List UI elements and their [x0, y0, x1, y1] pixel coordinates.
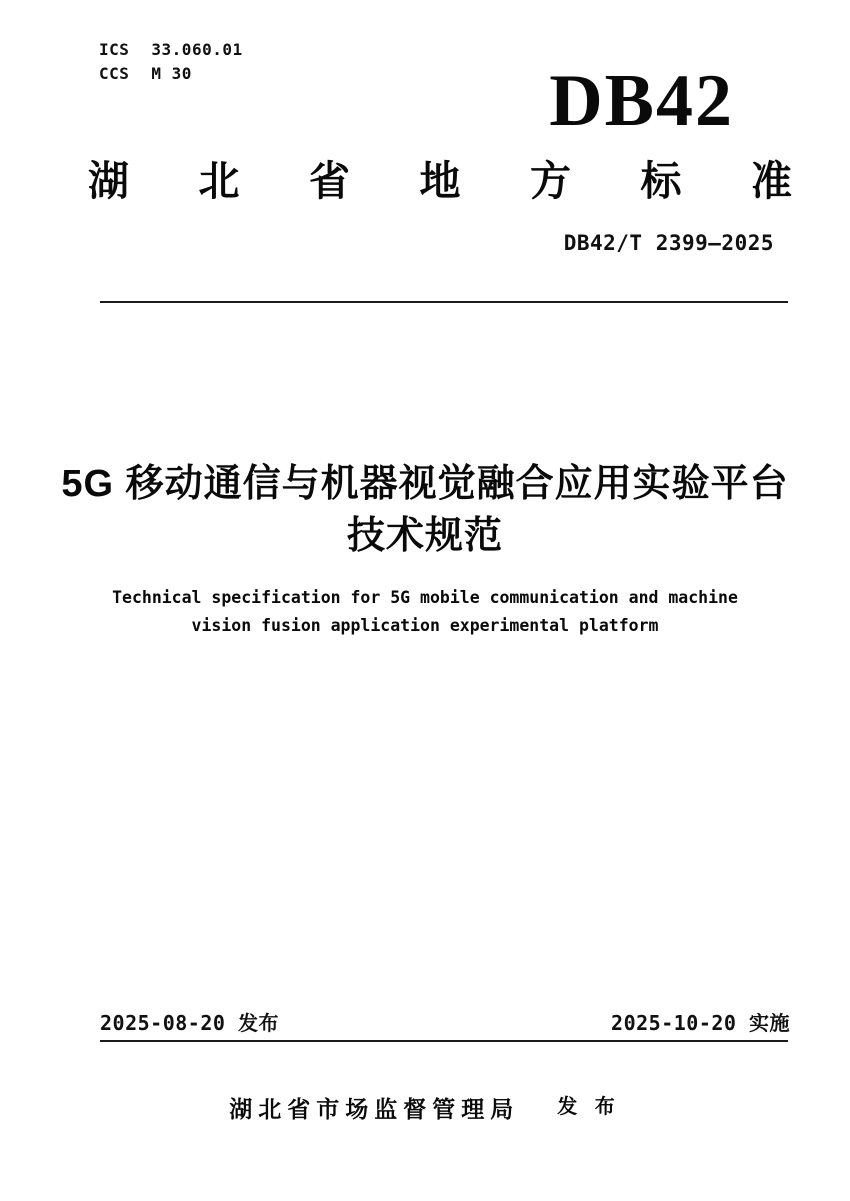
footer-divider-line — [100, 1040, 788, 1042]
document-title-line1: 5G 移动通信与机器视觉融合应用实验平台 — [61, 463, 789, 505]
standard-name-char: 标 — [640, 158, 682, 204]
header-divider-line — [100, 301, 788, 303]
publisher-row — [0, 1094, 850, 1124]
document-title — [0, 458, 850, 562]
ics-code: 33.060.01 — [151, 40, 243, 59]
ccs-code-line — [99, 64, 192, 83]
standard-name-char: 北 — [198, 158, 240, 204]
ics-label: ICS — [99, 40, 130, 59]
publisher-name: 湖北省市场监督管理局 — [229, 1096, 520, 1122]
db42-logotype: DB42 — [549, 60, 734, 142]
standard-name-char: 地 — [419, 158, 461, 204]
ics-code-line — [99, 40, 243, 59]
publish-verb: 发 布 — [557, 1096, 621, 1118]
issue-date: 2025-08-20 发布 — [100, 1011, 279, 1035]
standard-name-row — [88, 159, 792, 203]
document-title-english — [0, 584, 850, 640]
document-number: DB42/T 2399—2025 — [563, 231, 774, 255]
standard-name-char: 准 — [751, 158, 792, 204]
standard-name-char: 省 — [309, 158, 350, 204]
document-title-line2: 技术规范 — [346, 515, 503, 557]
date-row — [100, 1011, 790, 1035]
standard-name-char: 湖 — [88, 158, 129, 204]
standard-name-char: 方 — [530, 158, 571, 204]
ccs-code: M 30 — [151, 64, 192, 83]
document-title-english-line2: vision fusion application experimental platform — [191, 616, 659, 635]
ccs-label: CCS — [99, 64, 130, 83]
implementation-date: 2025-10-20 实施 — [611, 1011, 790, 1035]
document-title-english-line1: Technical specification for 5G mobile communication and machine — [112, 588, 738, 607]
